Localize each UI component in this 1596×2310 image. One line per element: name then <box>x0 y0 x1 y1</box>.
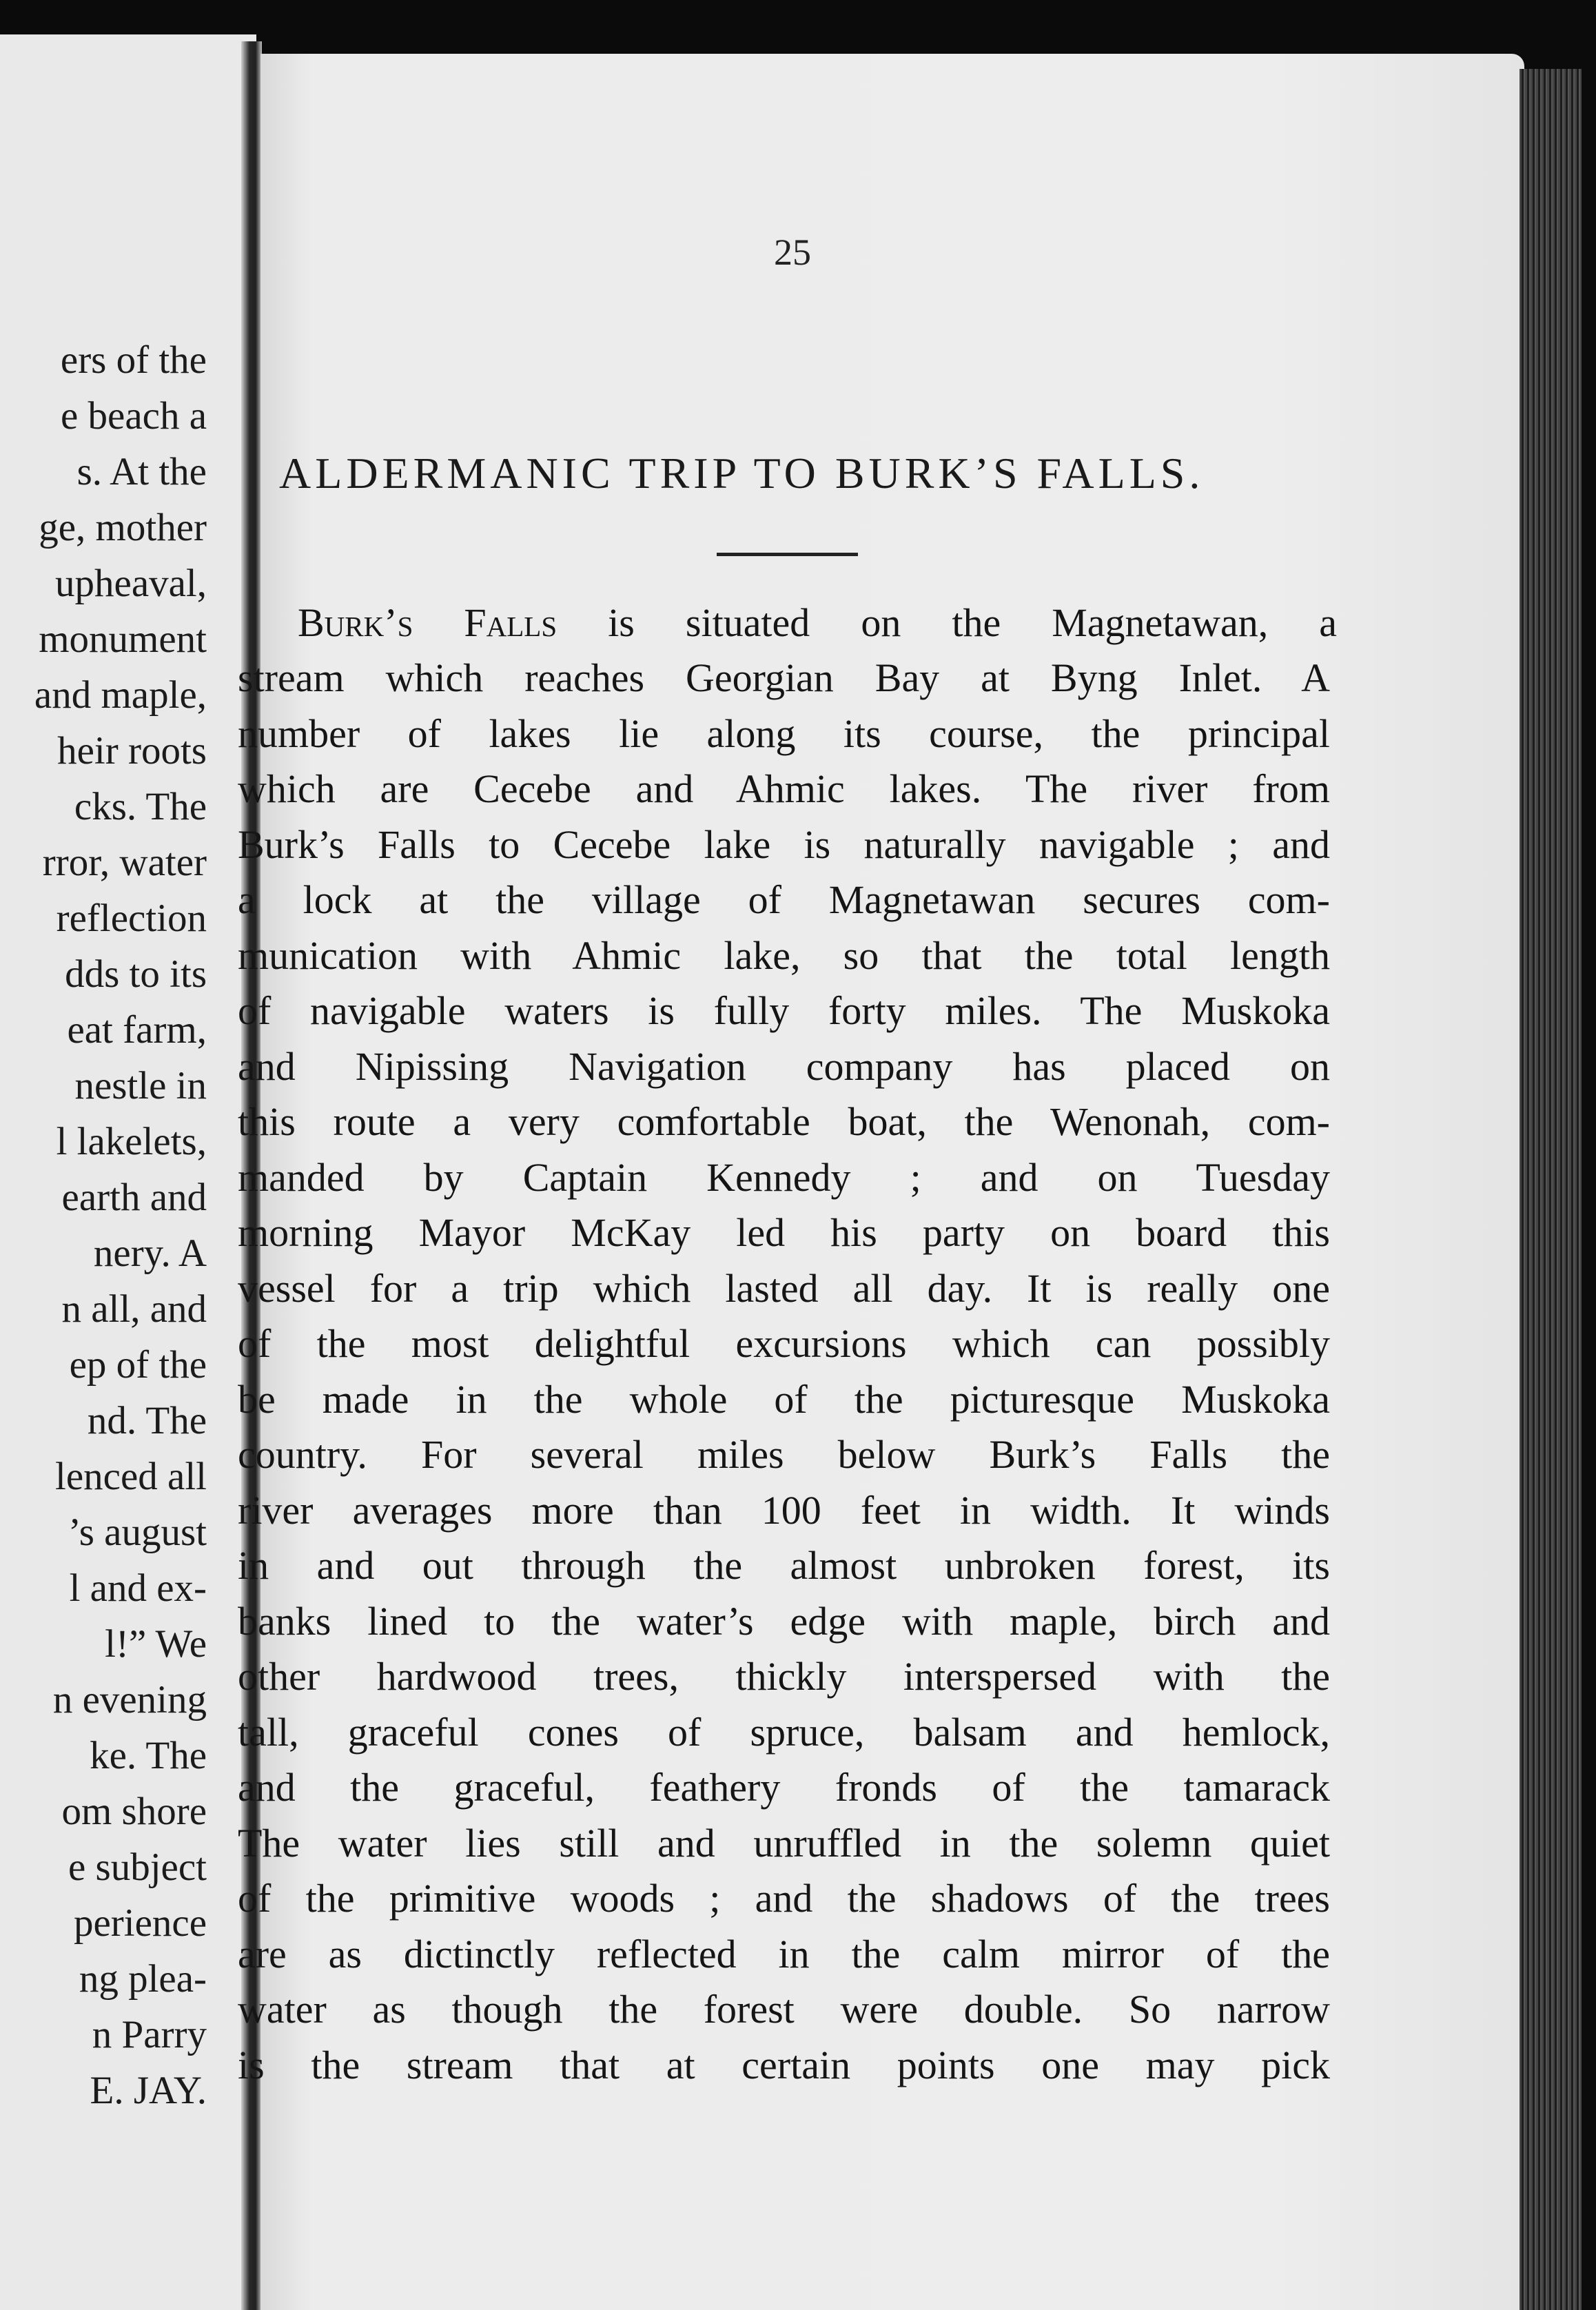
left-page-line: earth and <box>61 1176 207 1219</box>
body-line: other hardwood trees, thickly interspersed with the <box>238 1654 1330 1699</box>
body-line <box>298 600 1337 646</box>
left-page-line: ep of the <box>69 1343 207 1387</box>
body-line: this route a very comfortable boat, the Wenonah, com- <box>238 1099 1330 1144</box>
left-page-line: om shore <box>61 1790 207 1833</box>
left-page-line: s. At the <box>76 450 207 493</box>
left-page-line: l!” We <box>105 1622 207 1666</box>
body-line: manded by Captain Kennedy ; and on Tuesday <box>238 1154 1330 1200</box>
left-page-line: reflection <box>56 897 207 940</box>
title-rule <box>717 553 858 556</box>
page-edges <box>1520 69 1582 2310</box>
left-page-line: and maple, <box>34 673 207 717</box>
left-page-line: perience <box>73 1901 207 1945</box>
body-line: Burk’s Falls to Cecebe lake is naturally navigable ; and <box>238 821 1330 867</box>
left-page-line: l lakelets, <box>56 1120 207 1163</box>
body-line: tall, graceful cones of spruce, balsam and hemlock, <box>238 1709 1330 1755</box>
body-line: stream which reaches Georgian Bay at Byng Inlet. A <box>238 655 1330 700</box>
body-line: munication with Ahmic lake, so that the total length <box>238 932 1330 978</box>
left-page-line: ke. The <box>90 1734 207 1777</box>
left-page-line: E. JAY. <box>90 2069 207 2112</box>
left-page-line: eat farm, <box>67 1008 207 1052</box>
body-line: is the stream that at certain points one may pick <box>238 2042 1330 2087</box>
body-line: of the primitive woods ; and the shadows of the trees <box>238 1876 1330 1921</box>
body-line: country. For several miles below Burk’s Falls the <box>238 1432 1330 1477</box>
page-number: 25 <box>774 232 811 273</box>
body-line: be made in the whole of the picturesque Muskoka <box>238 1376 1330 1422</box>
chapter-title: ALDERMANIC TRIP TO BURK’S FALLS. <box>279 449 1205 498</box>
body-line: banks lined to the water’s edge with maple, birch and <box>238 1598 1330 1644</box>
left-page-line: n all, and <box>61 1287 207 1331</box>
left-page-line: e beach a <box>61 394 207 438</box>
body-line: number of lakes lie along its course, the principal <box>238 711 1330 756</box>
left-page-line: nd. The <box>87 1399 207 1442</box>
body-line: The water lies still and unruffled in the solemn quiet <box>238 1820 1330 1866</box>
body-line: a lock at the village of Magnetawan secures com- <box>238 877 1330 922</box>
left-page-line: heir roots <box>57 729 207 773</box>
left-page-line: ’s august <box>68 1511 207 1554</box>
body-line: which are Cecebe and Ahmic lakes. The river from <box>238 766 1330 811</box>
first-line-rest: is situated on the Magnetawan, a <box>608 600 1338 645</box>
left-page-line: cks. The <box>74 785 207 828</box>
left-page-line: lenced all <box>55 1455 207 1498</box>
body-line: are as dictinctly reflected in the calm mirror of the <box>238 1931 1330 1976</box>
left-page-line: ge, mother <box>39 506 207 549</box>
body-line: and the graceful, feathery fronds of the tamarack <box>238 1765 1330 1810</box>
body-line: of the most delightful excursions which can possibly <box>238 1321 1330 1366</box>
left-page-line: dds to its <box>65 952 207 996</box>
left-page-line: nestle in <box>74 1064 207 1107</box>
left-page-line: ng plea- <box>79 1957 207 2001</box>
left-page-line: ers of the <box>60 338 207 382</box>
left-page-line: nery. A <box>93 1231 207 1275</box>
body-line: water as though the forest were double. So narrow <box>238 1987 1330 2032</box>
left-page-line: rror, water <box>42 841 207 884</box>
body-line: of navigable waters is fully forty miles. The Muskoka <box>238 988 1330 1033</box>
left-page-line: monument <box>39 617 207 661</box>
left-page-line: l and ex- <box>69 1566 207 1610</box>
body-line: vessel for a trip which lasted all day. It is really one <box>238 1265 1330 1311</box>
body-line: and Nipissing Navigation company has placed on <box>238 1043 1330 1089</box>
left-page-line: n Parry <box>92 2013 207 2056</box>
left-page-line: e subject <box>68 1846 207 1889</box>
body-line: morning Mayor McKay led his party on board this <box>238 1210 1330 1255</box>
left-page-line: n evening <box>52 1678 207 1721</box>
lead-small-caps: Burk’s Falls <box>298 600 557 645</box>
left-facing-page <box>0 34 256 2310</box>
left-page-line: upheaval, <box>55 562 207 605</box>
body-line: river averages more than 100 feet in width. It winds <box>238 1487 1330 1533</box>
body-line: in and out through the almost unbroken forest, its <box>238 1543 1330 1588</box>
